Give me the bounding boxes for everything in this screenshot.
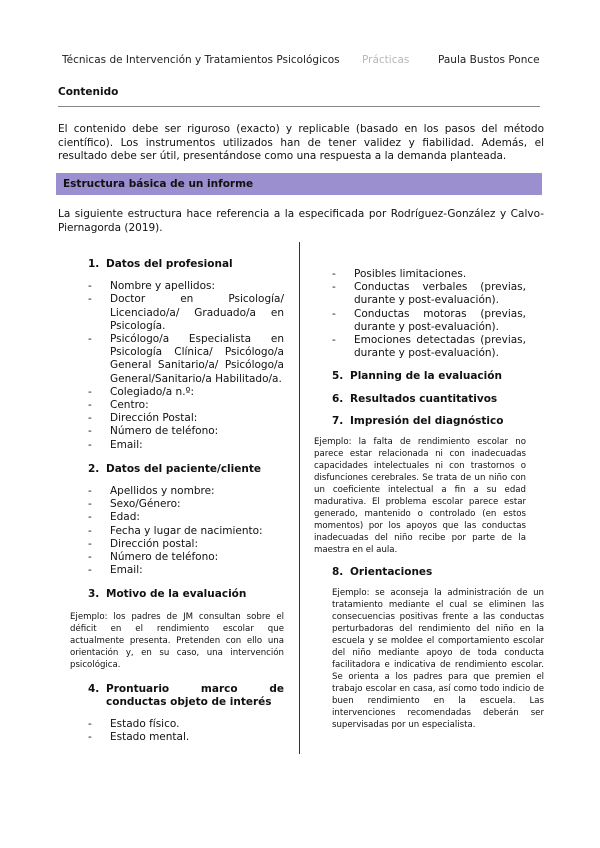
section-heading-4: 4. Prontuario marco de conductas objeto de interés — [88, 682, 284, 708]
title-divider — [58, 106, 540, 107]
list-item: - Emociones detectadas (previas, durante y post-evaluación). — [332, 334, 526, 360]
section-heading-3: 3. Motivo de la evaluación — [88, 588, 247, 601]
patient-data-list — [88, 485, 284, 577]
section-heading-1: 1. Datos del profesional — [88, 258, 233, 270]
left-column — [70, 258, 284, 744]
section-label: Prácticas — [362, 54, 410, 66]
list-item: - Conductas verbales (previas, durante y post-evaluación). — [332, 281, 526, 307]
course-title: Técnicas de Intervención y Tratamientos Psicológicos — [62, 54, 340, 66]
section-heading-5: 5. Planning de la evaluación — [332, 370, 502, 383]
section-heading-6: 6. Resultados cuantitativos — [332, 392, 498, 405]
list-item: - Email: — [88, 438, 143, 451]
list-item: - Número de teléfono: — [88, 425, 219, 438]
list-item: - Dirección postal: — [88, 537, 198, 550]
list-item: - Colegiado/a n.º: — [88, 385, 195, 398]
list-item: - Posibles limitaciones. — [332, 268, 467, 280]
section-heading-2: 2. Datos del paciente/cliente — [88, 462, 261, 475]
intro-paragraph: El contenido debe ser riguroso (exacto) y replicable (basado en los pasos del método científico). Los instrumentos utilizados han de tener validez y fiabilidad. Además, el resultado debe ser útil, presentándose como una respuesta a la demanda planteada. — [58, 123, 544, 162]
list-item: - Email: — [88, 564, 143, 577]
list-item: - Dirección Postal: — [88, 412, 198, 425]
list-item: - Edad: — [88, 511, 140, 524]
section-heading-7: 7. Impresión del diagnóstico — [332, 414, 504, 427]
section-heading-8: 8. Orientaciones — [332, 566, 433, 579]
list-item: - Nombre y apellidos: — [88, 280, 216, 293]
right-column — [314, 268, 544, 731]
list-item: - Psicólogo/a Especialista en Psicología Clínica/ Psicólogo/a General Sanitario/a/ Psicólogo/a General/Sanitario/a Habilitado/a. — [88, 333, 284, 385]
example-diagnosis: Ejemplo: la falta de rendimiento escolar no parece estar relacionada ni con inadecuadas capacidades intelectuales ni con trastornos o disfunciones cerebrales. Se trata de un niño con un coeficiente intelectual a fin a su edad madurativa. El problema escolar parece estar generado, mantenido o controlado (en estos momentos) por los apoyos que las conductas inadecuadas del niño recibe por parte de la maestra en el aula. — [314, 437, 526, 556]
banner-title: Estructura básica de un informe — [63, 178, 254, 190]
example-motive: Ejemplo: los padres de JM consultan sobre el déficit en el rendimiento escolar que actualmente presenta. Pretenden con ello una orientación y, en su caso, una intervención psicológica. — [70, 611, 284, 670]
list-item: - Número de teléfono: — [88, 551, 219, 564]
list-item: - Estado mental. — [88, 731, 190, 744]
section-banner — [56, 173, 542, 195]
page-title: Contenido — [58, 86, 119, 98]
list-item: - Fecha y lugar de nacimiento: — [88, 524, 263, 537]
list-item: - Centro: — [88, 399, 149, 412]
list-item: - Estado físico. — [88, 718, 180, 731]
list-item: - Apellidos y nombre: — [88, 485, 215, 498]
column-divider — [299, 242, 300, 754]
professional-data-list — [88, 280, 284, 452]
reference-paragraph: La siguiente estructura hace referencia a la especificada por Rodríguez-González y Calvo-Piernagorda (2019). — [58, 208, 544, 234]
list-item: - Doctor en Psicología/ Licenciado/a/ Graduado/a en Psicología. — [88, 293, 284, 332]
conduct-list-part2 — [332, 268, 526, 360]
example-orientations: Ejemplo: se aconseja la administración de un tratamiento mediante el cual se eliminen las consecuencias positivas frente a las conductas perturbadoras del rendimiento del niño en la escuela y se moldee el comportamiento escolar del niño mediante apoyo de toda conducta facilitadora e indicativa de rendimiento escolar. Se orienta a los padres para que premien el trabajo escolar en casa, así como todo indicio de buen rendimiento en la escuela. Las intervenciones recomendadas deberán ser supervisadas por un especialista. — [332, 588, 544, 731]
list-item: - Conductas motoras (previas, durante y post-evaluación). — [332, 307, 526, 333]
list-item: - Sexo/Género: — [88, 498, 181, 511]
author-name: Paula Bustos Ponce — [438, 54, 540, 66]
conduct-list-part1 — [88, 718, 284, 744]
